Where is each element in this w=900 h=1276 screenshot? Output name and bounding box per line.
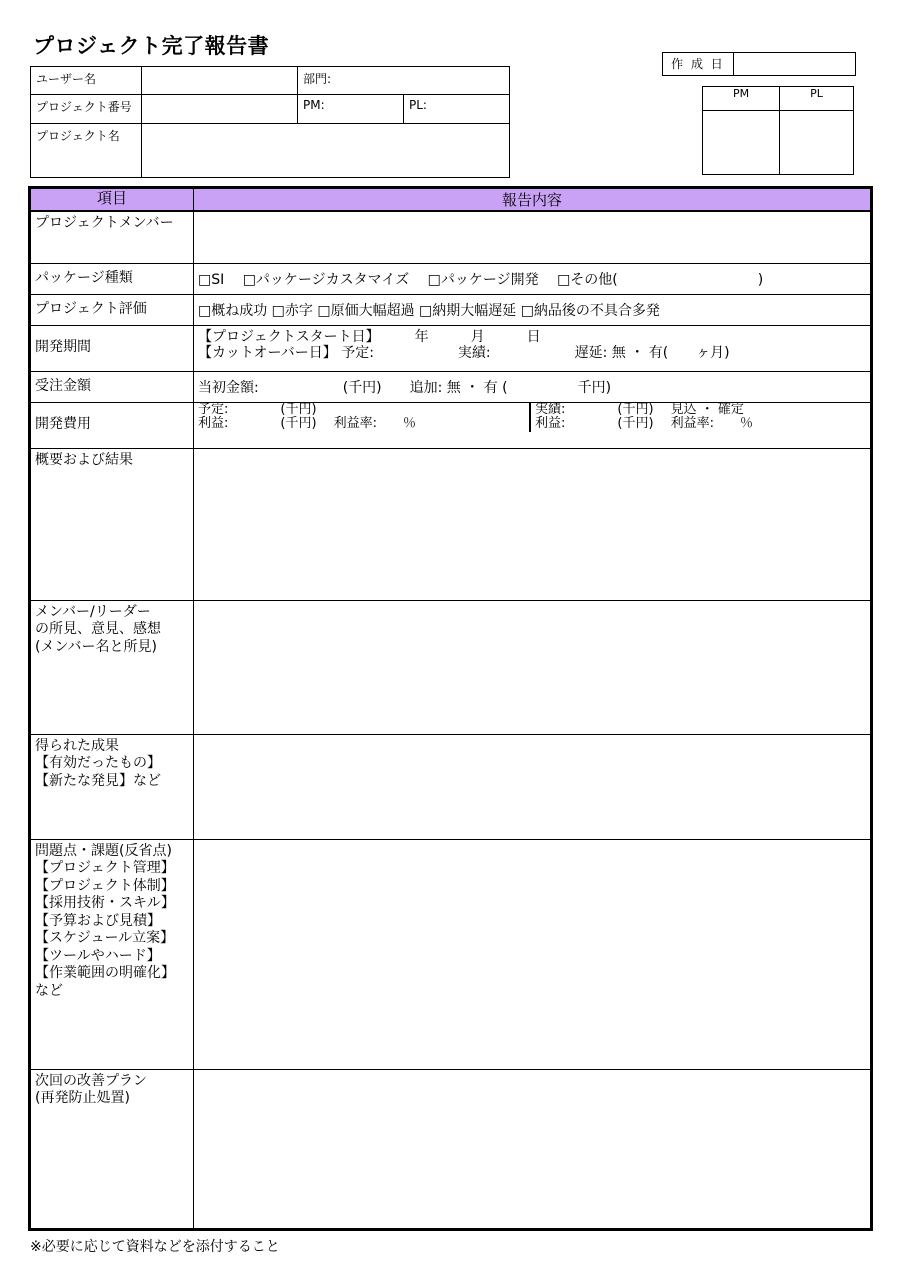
problems-field[interactable] bbox=[194, 839, 872, 1069]
creation-date-label: 作 成 日 bbox=[663, 53, 734, 76]
problems-label: 問題点・課題(反省点) 【プロジェクト管理】 【プロジェクト体制】 【採用技術・スキル】 【予算および見積】 【スケジュール立案】 【ツールやハード】 【作業範囲の明確化】 など bbox=[30, 839, 194, 1069]
package-label: パッケージ種類 bbox=[30, 263, 194, 294]
pm-field[interactable]: PM: bbox=[298, 95, 404, 124]
period-label: 開発期間 bbox=[30, 325, 194, 371]
page-title: プロジェクト完了報告書 bbox=[33, 34, 270, 58]
cost-actual-profit: 利益: (千円) 利益率: ％ bbox=[535, 416, 754, 432]
order-field[interactable]: 当初金額: (千円) 追加: 無 ・ 有 ( 千円) bbox=[194, 371, 872, 402]
summary-label: 概要および結果 bbox=[30, 448, 194, 600]
approval-pl-stamp[interactable] bbox=[780, 111, 854, 175]
cost-actual bbox=[529, 403, 866, 433]
project-name-field[interactable] bbox=[142, 124, 510, 178]
cost-label: 開発費用 bbox=[30, 402, 194, 448]
approval-pm-stamp[interactable] bbox=[703, 111, 780, 175]
period-start-line: 【プロジェクトスタート日】 年 月 日 bbox=[198, 328, 541, 345]
evaluation-options[interactable]: □概ね成功 □赤字 □原価大幅超過 □納期大幅遅延 □納品後の不具合多発 bbox=[194, 294, 872, 325]
creation-date-box bbox=[662, 52, 856, 76]
improvement-label: 次回の改善プラン (再発防止処置) bbox=[30, 1069, 194, 1229]
report-table bbox=[28, 186, 873, 1231]
approval-pm-label: PM bbox=[703, 87, 780, 111]
opinions-field[interactable] bbox=[194, 600, 872, 734]
cost-actual-line: 実績: (千円) 見込 ・ 確定 bbox=[535, 401, 744, 417]
period-field[interactable] bbox=[194, 325, 872, 371]
col-content-header: 報告内容 bbox=[194, 188, 872, 212]
cost-plan-profit: 利益: (千円) 利益率: ％ bbox=[198, 416, 417, 432]
package-options[interactable]: □SI □パッケージカスタマイズ □パッケージ開発 □その他( ) bbox=[194, 263, 872, 294]
improvement-field[interactable] bbox=[194, 1069, 872, 1229]
approval-boxes bbox=[702, 86, 854, 175]
header-info-table bbox=[30, 66, 510, 178]
opinions-label: メンバー/リーダー の所見、意見、感想 (メンバー名と所見) bbox=[30, 600, 194, 734]
col-item-header: 項目 bbox=[30, 188, 194, 212]
footnote: ※必要に応じて資料などを添付すること bbox=[30, 1239, 280, 1255]
project-no-label: プロジェクト番号 bbox=[31, 95, 142, 124]
evaluation-label: プロジェクト評価 bbox=[30, 294, 194, 325]
summary-field[interactable] bbox=[194, 448, 872, 600]
cost-field[interactable] bbox=[194, 402, 872, 448]
order-label: 受注金額 bbox=[30, 371, 194, 402]
results-label: 得られた成果 【有効だったもの】 【新たな発見】など bbox=[30, 734, 194, 839]
user-name-label: ユーザー名 bbox=[31, 67, 142, 95]
creation-date-field[interactable] bbox=[734, 53, 856, 76]
cost-plan-line: 予定: (千円) bbox=[198, 401, 317, 417]
project-name-label: プロジェクト名 bbox=[31, 124, 142, 178]
department-field[interactable]: 部門: bbox=[298, 67, 510, 95]
pl-field[interactable]: PL: bbox=[404, 95, 510, 124]
members-field[interactable] bbox=[194, 211, 872, 263]
period-cutover-line: 【カットオーバー日】 予定: 実績: 遅延: 無 ・ 有( ヶ月) bbox=[198, 345, 730, 362]
approval-pl-label: PL bbox=[780, 87, 854, 111]
user-name-field[interactable] bbox=[142, 67, 298, 95]
results-field[interactable] bbox=[194, 734, 872, 839]
project-no-field[interactable] bbox=[142, 95, 298, 124]
members-label: プロジェクトメンバー bbox=[30, 211, 194, 263]
cost-plan bbox=[198, 403, 529, 433]
